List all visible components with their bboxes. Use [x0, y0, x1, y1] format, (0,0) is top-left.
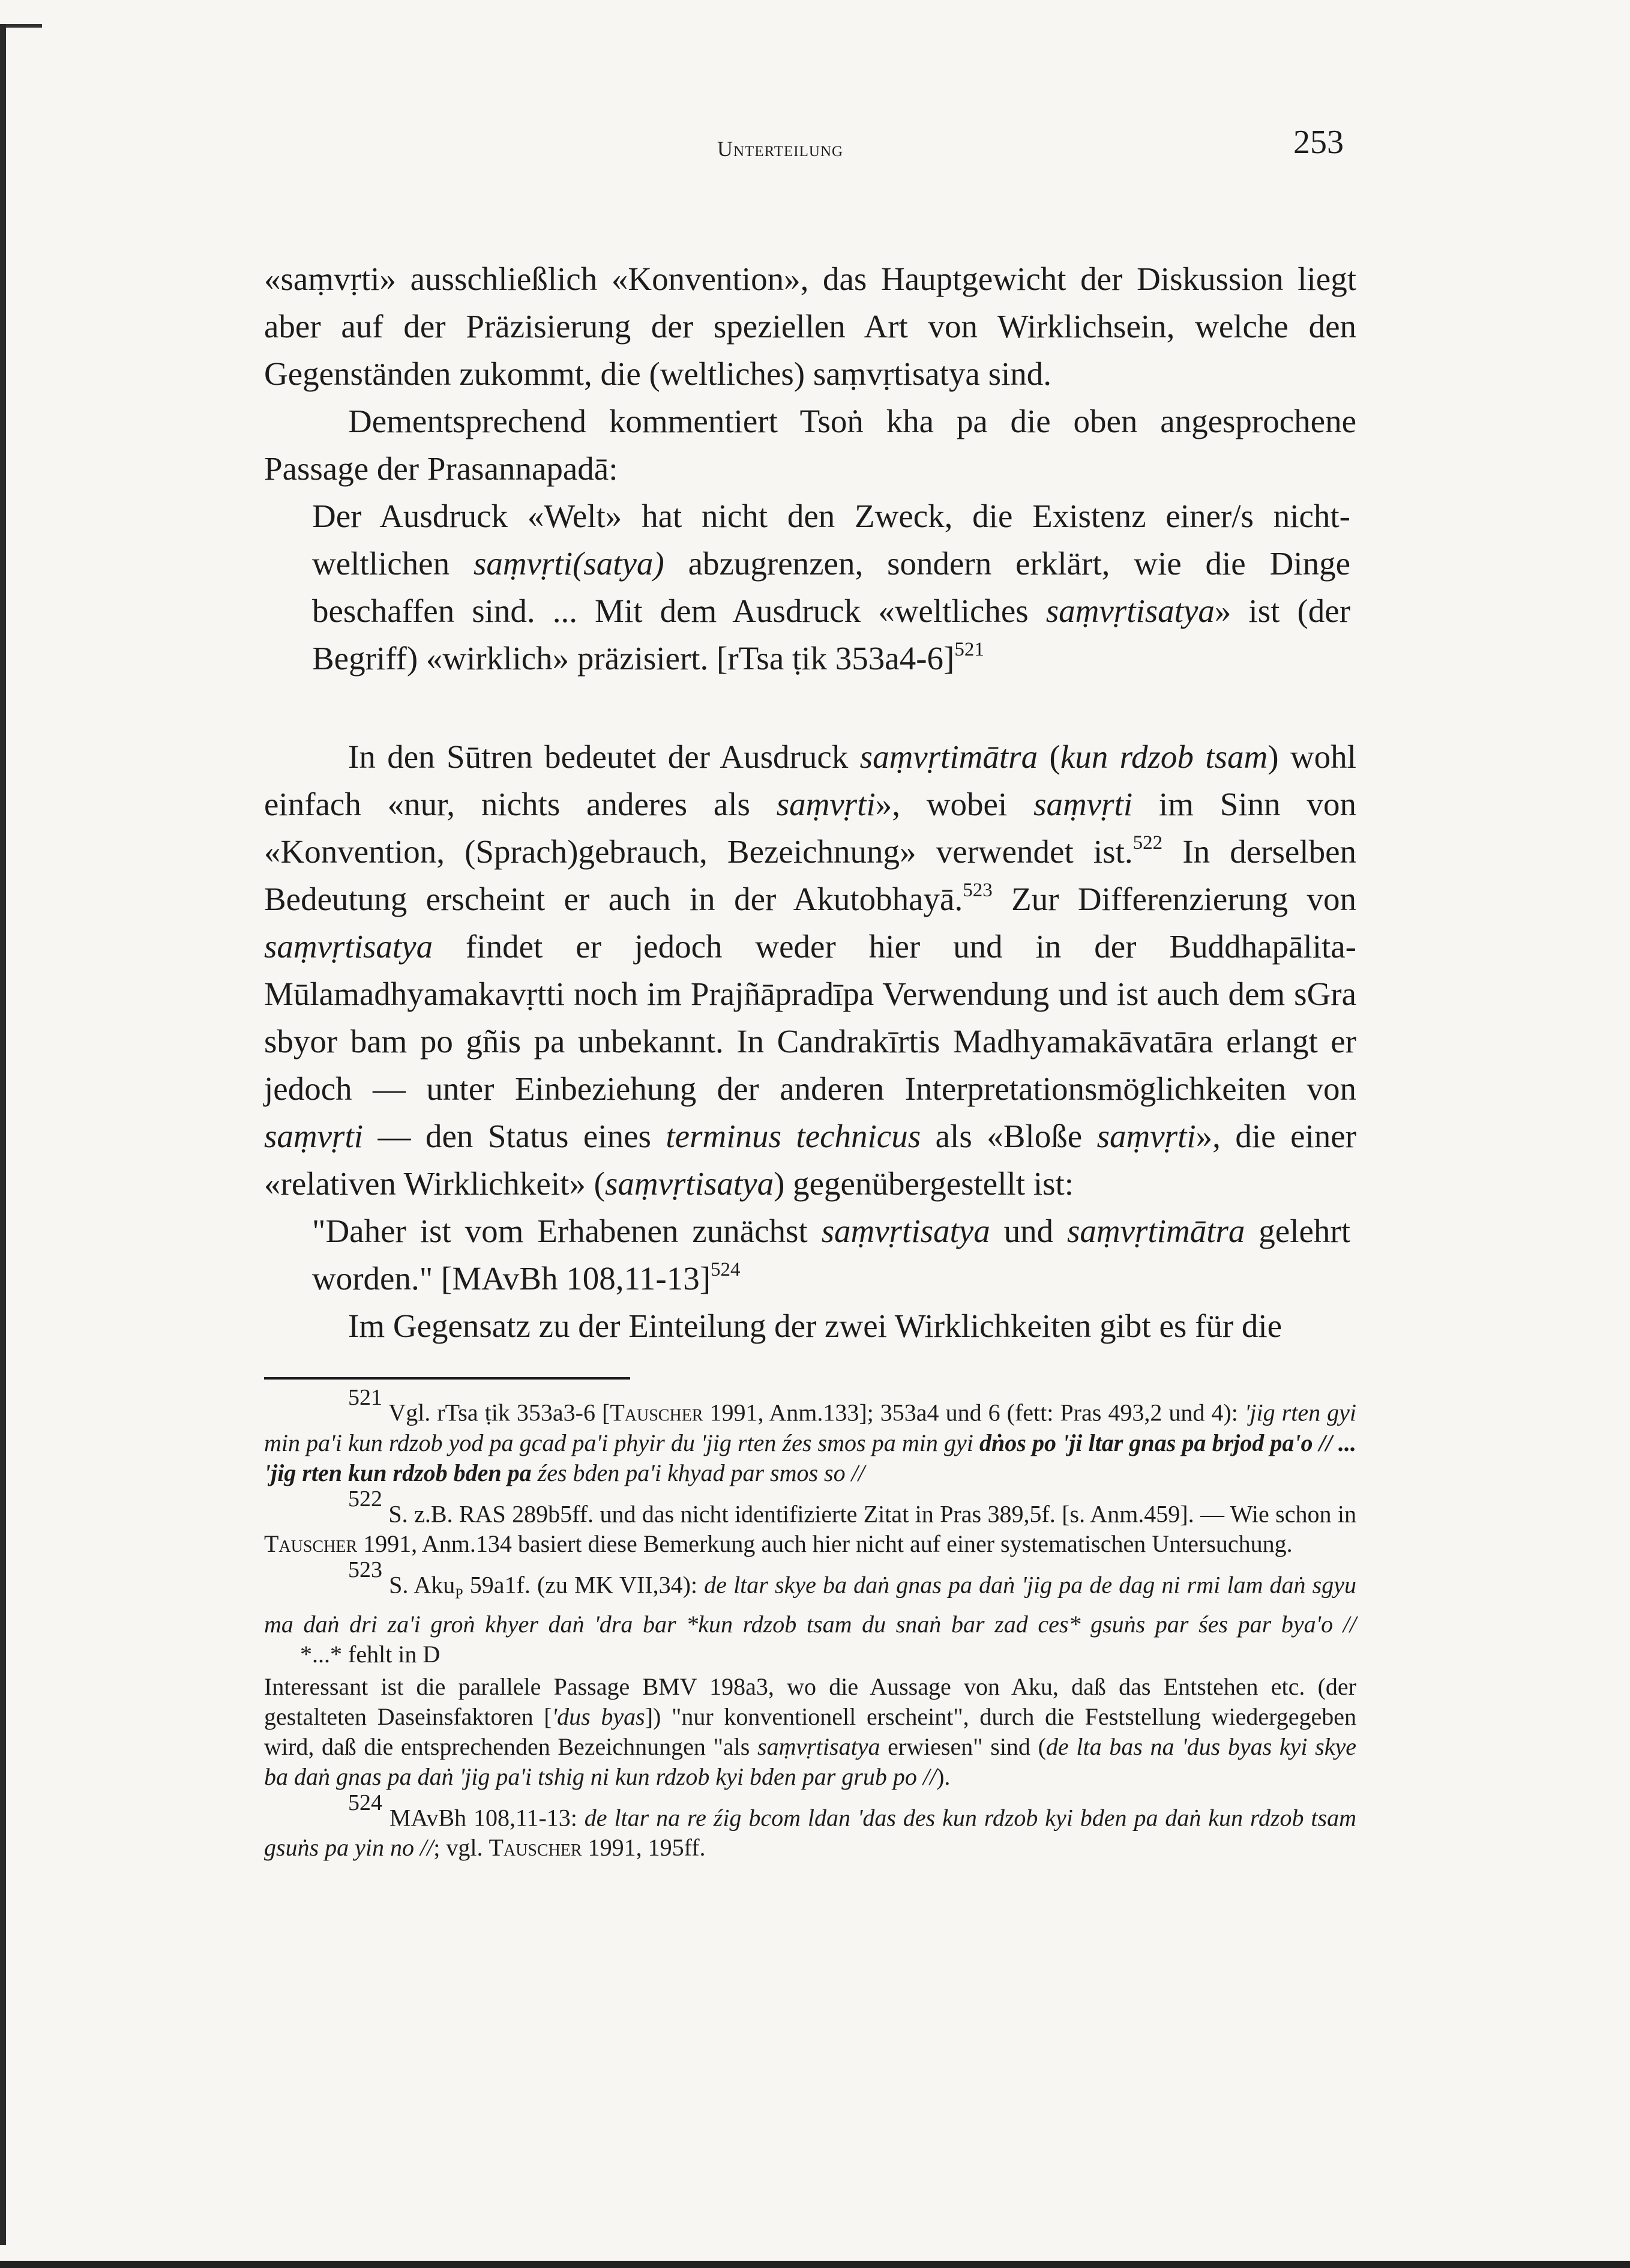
- fn523-e: Interessant ist die parallele Passage BMV 198a3, wo die Aussage von Aku, daß das Entstehen etc. (der gestalteten Daseinsfaktoren [: [264, 1672, 1356, 1730]
- p3-o: — den Status eines: [363, 1118, 666, 1154]
- fn523-i: erwiesen" sind (: [880, 1733, 1046, 1760]
- p1-text: «saṃvṛti» ausschließlich «Konvention», das Hauptgewicht der Diskussion liegt aber auf der Präzisierung der speziellen Art von Wirklichsein, welche den Gegenständen zukommt, die (weltliches) saṃvṛtisatya sind.: [264, 261, 1356, 392]
- fn521-f: źes bden pa'i khyad par smos so //: [531, 1459, 865, 1486]
- fn524-e: 1991, 195ff.: [582, 1834, 706, 1862]
- paragraph-2: Dementsprechend kommentiert Tsoṅ kha pa die oben angesprochene Passage der Prasannapadā:: [264, 403, 1356, 487]
- fn521-b: Tauscher: [610, 1399, 703, 1426]
- q2-b: saṃvṛtisatya: [821, 1213, 990, 1249]
- p3-r: saṃvṛti: [1096, 1118, 1196, 1154]
- running-title: Unterteilung: [717, 137, 844, 161]
- page-number: 253: [1293, 124, 1344, 161]
- p3-c: (: [1038, 738, 1060, 775]
- fn524-b: de ltar na re źig bcom ldan 'das des kun rdzob kyi bden pa daṅ kun rdzob tsam gsuṅs pa yin no //: [264, 1804, 1356, 1862]
- footnote-523-continued: [264, 1672, 1356, 1792]
- scan-binding-edge: [0, 24, 6, 2245]
- fn523-b: 59a1f. (zu MK VII,34):: [463, 1571, 705, 1599]
- page-body: [264, 255, 1356, 1874]
- p3-k: Zur Differenzierung von: [992, 881, 1357, 917]
- footnote-number: 523: [348, 1557, 382, 1583]
- p3-n: saṃvṛti: [264, 1118, 363, 1154]
- fn524-a: MAvBh 108,11-13:: [382, 1804, 585, 1832]
- p3-f: saṃvṛti: [776, 786, 876, 822]
- p3-q: als «Bloße: [921, 1118, 1097, 1154]
- q1-b: saṃvṛti(satya): [473, 545, 664, 582]
- fn521-c: 1991, Anm.133]; 353a4 und 6 (fett: Pras 493,2 und 4):: [703, 1399, 1245, 1426]
- p3-d: kun rdzob tsam: [1060, 738, 1268, 775]
- fn524-d: Tauscher: [489, 1834, 582, 1862]
- footnote-ref-521[interactable]: 521: [954, 638, 984, 660]
- p3-s: », die einer «relativen Wirklichkeit» (: [264, 1118, 1356, 1202]
- p3-u: ) gegenübergestellt ist:: [774, 1165, 1074, 1202]
- fn523-j: de lta bas na 'dus byas kyi skye ba daṅ gnas pa daṅ 'jig pa'i tshig ni kun rdzob kyi bden par grub po //: [264, 1733, 1356, 1790]
- fn521-d: 'jig rten gyi min pa'i kun rdzob yod pa gcad pa'i phyir du 'jig rten źes smos pa min gyi: [264, 1399, 1356, 1456]
- footnote-ref-523[interactable]: 523: [963, 879, 993, 901]
- scan-binding-mark: [6, 24, 42, 28]
- fn523-a: S. Aku: [382, 1571, 456, 1599]
- fn522-c: 1991, Anm.134 basiert diese Bemerkung auch hier nicht auf einer systematischen Untersuchung.: [357, 1530, 1293, 1558]
- footnote-ref-524[interactable]: 524: [711, 1258, 741, 1280]
- q1-d: saṃvṛtisatya: [1045, 593, 1215, 629]
- q2-a: "Daher ist vom Erhabenen zunächst: [312, 1213, 822, 1249]
- block-quote-1: [312, 492, 1350, 682]
- p3-l: saṃvṛtisatya: [264, 928, 433, 965]
- p3-t: saṃvṛtisatya: [604, 1165, 774, 1202]
- p3-a: In den Sūtren bedeutet der Ausdruck: [348, 738, 860, 775]
- fn523-c: de ltar skye ba daṅ gnas pa daṅ 'jig pa de dag ni rmi lam daṅ sgyu ma daṅ dri za'i groṅ khyer daṅ 'dra bar *kun rdzob tsam du snaṅ bar zad ces* gsuṅs par śes par bya'o //: [264, 1571, 1356, 1638]
- q2-d: saṃvṛtimātra: [1067, 1213, 1245, 1249]
- fn523-g: ]) "nur konventionell erscheint", durch die Feststellung wiedergegeben wird, daß die entsprechenden Bezeichnungen "als: [264, 1703, 1356, 1760]
- fn523-k: ).: [936, 1763, 951, 1790]
- fn521-e: dṅos po 'ji ltar gnas pa brjod pa'o // ... 'jig rten kun rdzob bden pa: [264, 1429, 1357, 1486]
- fn522-a: S. z.B. RAS 289b5ff. und das nicht identifizierte Zitat in Pras 389,5f. [s. Anm.459]. — Wie schon in: [382, 1500, 1356, 1528]
- footnote-521: [264, 1385, 1357, 1488]
- q2-e: gelehrt worden." [MAvBh 108,11-13]: [312, 1213, 1351, 1297]
- paragraph-4: Im Gegensatz zu der Einteilung der zwei Wirklichkeiten gibt es für die: [348, 1307, 1283, 1344]
- q1-a: Der Ausdruck «Welt» hat nicht den Zweck, die Existenz einer/s nicht-weltlichen: [312, 498, 1350, 582]
- fn521-a: Vgl. rTsa ṭik 353a3-6 [: [382, 1399, 610, 1426]
- footnote-number: 521: [348, 1385, 382, 1410]
- footnote-number: 522: [348, 1486, 382, 1512]
- fn523-h: saṃvṛtisatya: [757, 1733, 880, 1760]
- p3-h: saṃvṛti: [1033, 786, 1133, 822]
- footnote-number: 524: [348, 1790, 382, 1815]
- fn523-f: 'dus byas: [552, 1703, 645, 1730]
- fn522-b: Tauscher: [264, 1530, 358, 1558]
- p3-m: findet er jedoch weder hier und in der Buddhapālita-Mūlamadhyamakavṛtti noch im Prajñāpradīpa Verwendung und ist auch dem sGra sbyor bam po gñis pa unbekannt. In Candrakīrtis Madhyamakāvatāra erlangt er jedoch — unter Einbeziehung der anderen Interpretationsmöglichkeiten von: [264, 928, 1356, 1107]
- p3-e: ) wohl einfach «nur, nichts anderes als: [264, 738, 1356, 822]
- fn523-d: *...* fehlt in D: [264, 1640, 441, 1668]
- q2-c: und: [990, 1213, 1067, 1249]
- p3-b: saṃvṛtimātra: [859, 738, 1038, 775]
- block-quote-2: [312, 1207, 1350, 1302]
- p3-i: im Sinn von «Konvention, (Sprach)gebrauch, Bezeichnung» verwendet ist.: [264, 786, 1357, 870]
- fn524-c: ; vgl.: [433, 1834, 489, 1862]
- footnote-separator: [264, 1377, 630, 1380]
- paragraph-3: [264, 733, 1356, 1207]
- p3-g: », wobei: [875, 786, 1034, 822]
- fn523-sub: P: [455, 1586, 463, 1602]
- footnote-524: [264, 1790, 1356, 1863]
- p3-p: terminus technicus: [666, 1118, 921, 1154]
- footnote-522: [264, 1486, 1356, 1560]
- p3-j: In derselben Bedeutung erscheint er auch in der Akutobhayā.: [264, 833, 1356, 917]
- footnote-ref-522[interactable]: 522: [1132, 831, 1163, 854]
- paragraph-1: [264, 255, 1356, 397]
- q1-c: abzugrenzen, sondern erklärt, wie die Dinge beschaffen sind. ... Mit dem Ausdruck «weltliches: [312, 545, 1351, 629]
- footnote-523: [264, 1557, 1356, 1669]
- section-gap: [264, 682, 1356, 733]
- scan-bottom-edge: [0, 2261, 1630, 2268]
- q1-e: » ist (der Begriff) «wirklich» präzisiert. [rTsa ṭik 353a4-6]: [312, 593, 1351, 677]
